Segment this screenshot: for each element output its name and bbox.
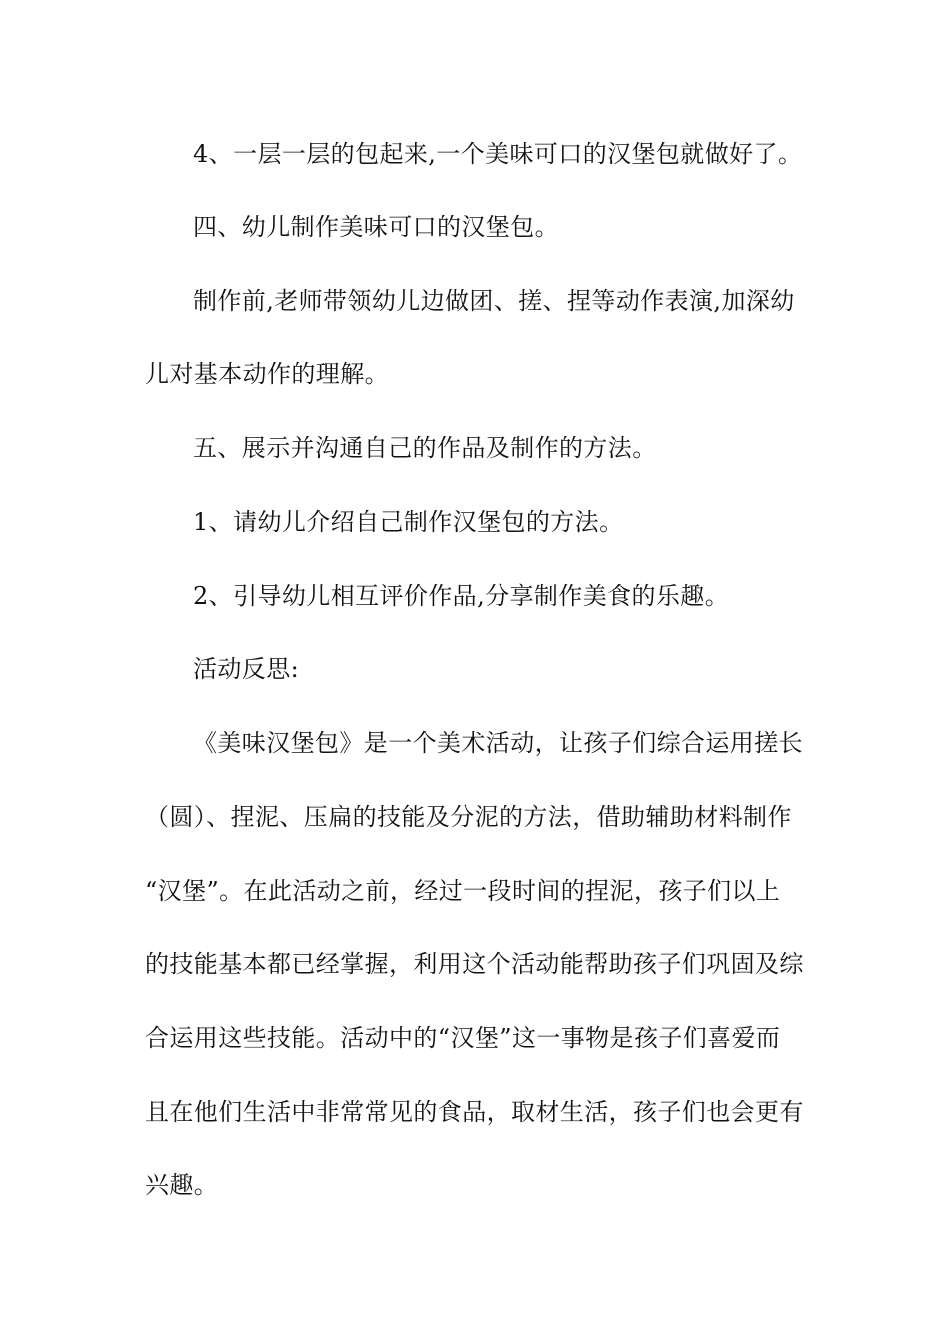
paragraph-line: 的技能基本都已经掌握，利用这个活动能帮助孩子们巩固及综 [145,950,804,978]
paragraph-line: 《美味汉堡包》是一个美术活动，让孩子们综合运用搓长 [193,729,803,757]
paragraph-line: 且在他们生活中非常常见的食品，取材生活，孩子们也会更有 [145,1098,804,1126]
paragraph-line: “汉堡”。在此活动之前，经过一段时间的捏泥，孩子们以上 [145,877,781,905]
paragraph-step-4: 4、一层一层的包起来,一个美味可口的汉堡包就做好了。 [193,140,803,168]
paragraph-line: 制作前,老师带领幼儿边做团、搓、捏等动作表演,加深幼 [193,287,795,315]
paragraph-line: 儿对基本动作的理解。 [145,360,389,388]
paragraph-line: （圆）、捏泥、压扁的技能及分泥的方法，借助辅助材料制作 [145,803,792,831]
section-heading-4: 四、幼儿制作美味可口的汉堡包。 [193,213,559,241]
paragraph-step-2: 2、引导幼儿相互评价作品,分享制作美食的乐趣。 [193,582,730,610]
reflection-heading: 活动反思: [193,655,300,683]
paragraph-step-1: 1、请幼儿介绍自己制作汉堡包的方法。 [193,508,624,536]
paragraph-line: 兴趣。 [145,1171,219,1199]
paragraph-line: 合运用这些技能。活动中的“汉堡”这一事物是孩子们喜爱而 [145,1024,781,1052]
section-heading-5: 五、展示并沟通自己的作品及制作的方法。 [193,434,657,462]
